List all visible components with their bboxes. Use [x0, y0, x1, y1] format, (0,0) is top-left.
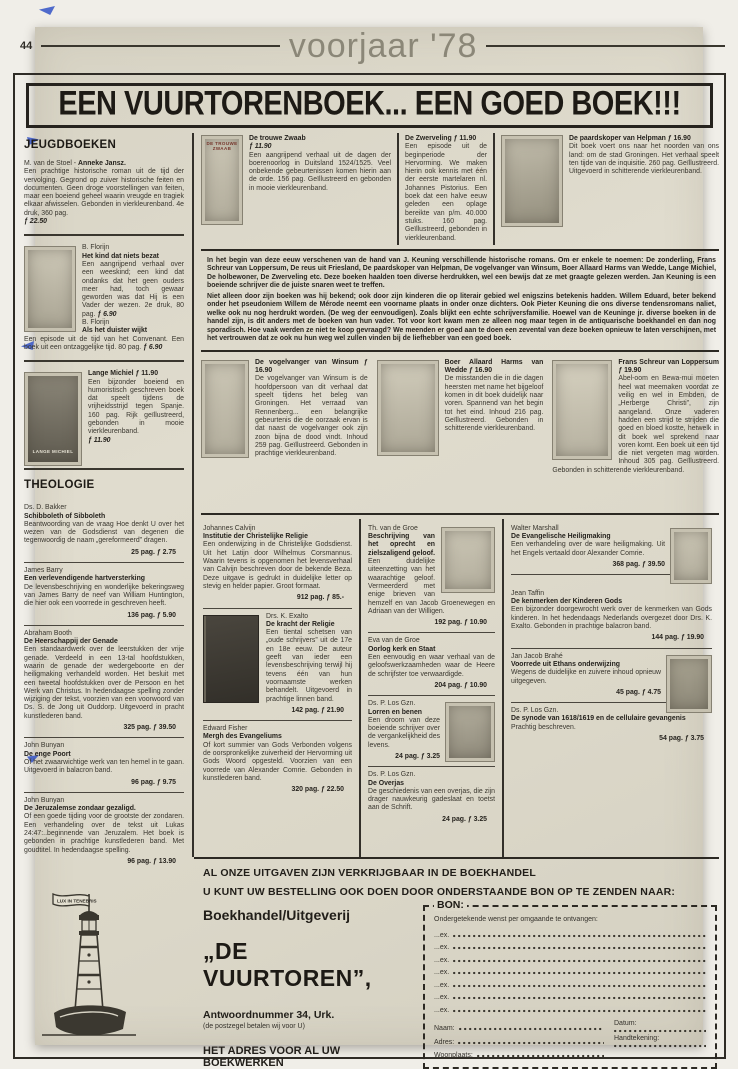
book-item-trouwe-zwaab — [201, 133, 399, 245]
theology-column-3 — [502, 519, 719, 857]
fill-in-line — [453, 958, 706, 964]
book-item-lange-michiel — [24, 370, 184, 454]
fill-in-line — [453, 995, 706, 1001]
quantity-label: ...ex. — [434, 931, 450, 939]
book-title: De Heerschappij der Genade — [24, 638, 118, 646]
order-instruction-line: U KUNT UW BESTELLING OOK DOEN DOOR ONDERSTAANDE BON OP TE ZENDEN NAAR: — [203, 886, 676, 898]
book-item — [368, 521, 495, 634]
availability-line: AL ONZE UITGAVEN ZIJN VERKRIJGBAAR IN DE BOEKHANDEL — [203, 867, 537, 879]
order-form — [423, 899, 717, 1069]
book-item — [203, 721, 352, 799]
book-item — [511, 649, 712, 703]
fill-in-line — [614, 1043, 706, 1049]
book-author: John Bunyan — [24, 742, 65, 750]
shop-tagline: HET ADRES VOOR AL UW BOEKWERKEN — [203, 1045, 341, 1069]
address-label: Adres: — [434, 1038, 455, 1046]
publisher-logo-area — [22, 857, 194, 1057]
book-item-florijn-group — [24, 244, 184, 352]
book-body: Een droom van deze boeiende schrijver over de vergankelijkheid des levens. — [368, 716, 441, 749]
section-title-theologie: THEOLOGIE — [24, 468, 184, 491]
fill-in-line — [453, 945, 706, 951]
order-form-intro: Ondergetekende wenst per omgaande te ontvangen: — [434, 916, 598, 923]
cover-title-text: DE TROUWE ZWAAB — [206, 141, 238, 151]
book-cover-trouwe-zwaab — [201, 135, 243, 225]
divider — [201, 513, 719, 515]
season-title: voorjaar '78 — [288, 26, 478, 66]
book-title: Anneke Jansz. — [78, 160, 126, 167]
book-item — [24, 563, 184, 626]
book-title: Mergh des Evangeliums — [203, 733, 282, 741]
fill-in-line — [477, 1053, 604, 1059]
shop-type: Boekhandel/Uitgeverij — [203, 907, 351, 923]
quantity-label: ...ex. — [434, 944, 450, 951]
book-author: Ds. P. Los Gzn. — [368, 771, 416, 779]
book-body: De levensbeschrijving en wonderlijke bekeringsweg van James Barry de neef van William Huntington, die hier ook een voorrede in geschreven heeft. — [24, 583, 184, 608]
book-title: Een verlevendigende hartversterking — [24, 575, 146, 583]
book-price: ƒ 22.50 — [24, 218, 47, 226]
book-body: Een bijzonder doorgewrocht werk over de kenmerken van Gods kinderen. In het hedendaags Nederlands overgezet door Drs. K. Exalto. Gebonden in prachtige balacron band. — [511, 606, 712, 631]
book-price: ƒ 6.90 — [97, 310, 117, 318]
book-title: Lange Michiel ƒ 11.90 — [88, 370, 159, 378]
book-title: De Jeruzalemse zondaar gezaligd. — [24, 805, 136, 813]
book-pages-price: 368 pag. ƒ 39.50 — [612, 561, 665, 569]
book-title: De enge Poort — [24, 750, 71, 758]
book-pages-price: 25 pag. ƒ 2.75 — [131, 548, 176, 556]
book-title: De trouwe Zwaab — [249, 135, 306, 142]
book-author: Ds. P. Los Gzn. — [368, 700, 416, 708]
theology-column-1 — [201, 519, 359, 857]
book-title: Het kind dat niets bezat — [82, 252, 159, 260]
quantity-label: ...ex. — [434, 981, 450, 989]
city-field — [434, 1046, 604, 1060]
logo-motto-text: LUX IN TENEBRIS — [57, 898, 97, 904]
book-title: Boer Allaard Harms van Wedde ƒ 16.90 — [444, 358, 544, 375]
order-quantity-row — [434, 1001, 706, 1014]
fill-in-line — [453, 970, 706, 976]
featured-books-row — [201, 133, 719, 245]
book-cover-exalto — [203, 615, 259, 703]
book-pages-price: 142 pag. ƒ 21.90 — [291, 706, 344, 714]
book-body: Of een goede tijding voor de grootste der zondaren. Een verhandeling over de tekst uit Lukas 24:47:..beginnende van Jeruzalem. Het boek is gebonden in prachtige kunstlederen band. Met goudtitel. In hedendaagse spelling. — [24, 813, 184, 854]
book-item — [24, 500, 184, 563]
book-pages-price: 24 pag. ƒ 3.25 — [395, 752, 440, 760]
quantity-label: ...ex. — [434, 994, 450, 1001]
book-cover-los — [445, 702, 495, 762]
book-body: Een verhandeling over de ware heiligmaking. Uit het Engels vertaald door Alexander Comrie. — [511, 541, 665, 557]
quantity-label: ...ex. — [434, 956, 450, 964]
book-body: Een aangrijpend verhaal uit de dagen der boerenoorlog in Duitsland 1524/1525. Veel onbekende gebeurtenissen komen hierin aan de orde. 156 pag. Geïllustreerd en gebonden in mooie vierkleurenband. — [249, 151, 391, 192]
book-author: Edward Fisher — [203, 725, 248, 733]
book-author: Jan Jacob Brahé — [511, 652, 563, 660]
theology-grid — [201, 519, 719, 857]
book-pages-price: 320 pag. ƒ 22.50 — [291, 786, 344, 794]
book-price: ƒ 11.90 — [88, 436, 111, 444]
divider — [24, 360, 184, 362]
book-cover-brahe — [666, 655, 712, 713]
book-author: Ds. D. Bakker — [24, 504, 67, 512]
book-title: Lorren en benen — [368, 708, 422, 716]
book-author: B. Florijn — [82, 244, 110, 252]
book-pages-price: 192 pag. ƒ 10.90 — [434, 619, 487, 627]
book-body: Een standaardwerk over de leerstukken der vrije genade. Verdeeld in een 13-tal hoofdstukken, waarin de genade der wedergeboorte en der heiligmaking verhandeld worden. Het besluit met een tweetal hoofdstukken over de Persoon en het Werk van Christus. In hedendaagse spelling zonder wijziging der tekst, voorzien van een voorwoord van Ds. S. de Jong uit Ouddorp. Uitgevoerd in pracht kunstlederen band. — [24, 646, 184, 720]
order-area — [194, 857, 719, 1069]
lighthouse-logo — [36, 889, 144, 1045]
quantity-label: ...ex. — [434, 969, 450, 976]
book-title: De kracht der Religie — [266, 620, 335, 628]
signature-label: Handtekening: — [614, 1034, 660, 1042]
name-field — [434, 1019, 604, 1033]
book-cover-frans-schreur — [552, 360, 612, 460]
book-title: De synode van 1618/1619 en de cellulaire gevangenis — [511, 715, 686, 723]
book-cover-marshall — [670, 528, 712, 584]
book-title: Beschrijving van het oprecht en zielszaligend geloof. — [368, 533, 436, 557]
book-body: Beantwoording van de vraag Hoe denkt U over het wezen van de Godsdienst van degenen die tegenwoordig de naam „gereformeerd” dragen. — [24, 520, 184, 545]
shop-name: „DE VUURTOREN”, — [203, 938, 372, 991]
page-header — [20, 26, 725, 66]
book-body: De geschiedenis van een overjas, die zijn drager nauwkeurig gadeslaat en toetst aan de Schrift. — [368, 787, 495, 812]
book-body: Een prachtige historische roman uit de tijd der vervolging. Gegrond op zuiver historische feiten en documenten. Geen droge voorstellingen van feiten, maar een boeiend geheel waarin vreugde en tragiek elkaar afwisselen. Gebonden in vierkleurenband. 4e druk, 360 pag. — [24, 168, 184, 217]
book-pages-price: 24 pag. ƒ 3.25 — [442, 815, 487, 823]
date-label: Datum: — [614, 1019, 637, 1027]
book-price: ƒ 11.90 — [249, 143, 272, 151]
book-item — [368, 767, 495, 829]
book-body: Een aangrijpend verhaal over een weeskind; een kind dat ondanks dat het geen ouders meer had, toch gewaar geworden was dat Hij is een Vader der wezen. 2e druk, 80 pag. — [82, 260, 184, 318]
book-title: De paardskoper van Helpman ƒ 16.90 — [569, 135, 691, 142]
book-item — [24, 738, 184, 792]
book-body: Prachtig beschreven. — [511, 723, 576, 731]
book-author: Eva van de Groe — [368, 637, 420, 645]
book-author: John Bunyan — [24, 796, 65, 804]
book-item-vogelvanger — [201, 359, 368, 509]
book-cover-florijn — [24, 246, 76, 332]
book-body: De vogelvanger van Winsum is de hoofdpersoon van dit verhaal dat speelt tijdens het beleg van Groningen. Het verraad van Rennenberg... een belangrijke gebeurtenis die de oorzaak ervan is dat naast de vogelvanger ook zijn zoon bijna de dood vindt. Inhoud 259 pag. Geïllustreerd. Gebonden in prachtige vierkleurenband. — [255, 375, 368, 458]
fill-in-line — [459, 1026, 604, 1032]
fill-in-line — [458, 1040, 604, 1046]
keuning-books-row — [201, 359, 719, 509]
book-title: Frans Schreur van Loppersum ƒ 19.90 — [618, 358, 720, 375]
left-column — [22, 133, 194, 865]
intro-paragraph-2: Niet alleen door zijn boeken was hij bekend; ook door zijn kinderen die op literair gebied wel enigszins betekenis hadden. Willem Eduard, beter bekend onder het pseudoniem Willem de Mérode neemt een voorname plaats in onder onze dichters. Ook Pieter Keuning die ons diverse tendensromans naliet, welke ook nu nog herdrukt worden. (De weg der eenvoudigen). Zoals blijkt een echte schrijversfamilie. Hoewel van de Keuninge jr. diverse boeken in de handel zijn, is dit anders met de boeken van hun vader. Tot voor kort kwam men ze alleen nog maar tegen in de antiquarische boekhandel en dan nog sporadisch. Hoe vaak werden ze niet te koop gevraagd? We meenden er goed aan te doen een zevental van deze boeken opnieuw te laten verschijnen, met het vertrouwen dat ze ook nu hun weg wel zullen vinden bij de liefhebber van een goed boek. — [207, 292, 716, 343]
fill-in-line — [453, 933, 706, 939]
book-cover-boer-allaard — [377, 360, 439, 456]
book-title: Institutie der Christelijke Religie — [203, 533, 308, 541]
book-pages-price: 54 pag. ƒ 3.75 — [659, 735, 704, 743]
book-title: Voorrede uit Ethans onderwijzing — [511, 660, 620, 668]
book-pages-price: 45 pag. ƒ 4.75 — [616, 688, 661, 696]
publisher-address-block — [203, 905, 415, 1069]
intro-paragraph-1: In het begin van deze eeuw verschenen van de hand van J. Keuning verschillende historische romans. Om er enkele te noemen: De zonderling, Frans Schreur van Loppersum, De reus uit Friesland, De paardskoper van Helpman, De vogelvanger van Winsum, Boer Allaard Harms van Wedde, Lange Michiel, De holbewoner, De Zwerveling etc. Deze boeken haalden toen diverse herdrukken, wel een bewijs dat ze met graagte gelezen werden. Jan Keuning is een boeiende schrijver die de juiste snaren weet te treffen. — [207, 256, 716, 290]
book-item — [203, 609, 352, 722]
main-frame — [13, 73, 726, 1069]
theology-column-2 — [359, 519, 502, 857]
fill-in-line — [453, 1008, 706, 1014]
book-author: James Barry — [24, 567, 63, 575]
book-item-paardskoper — [495, 133, 719, 245]
divider — [201, 249, 719, 251]
book-title: Als het duister wijkt — [82, 327, 148, 335]
shop-address: Antwoordnummer 34, Urk. — [203, 1009, 335, 1021]
order-form-label: BON: — [434, 899, 467, 911]
section-title-jeugdboeken: JEUGDBOEKEN — [24, 139, 117, 151]
postage-note: (de postzegel betalen wij voor U) — [203, 1023, 305, 1030]
book-cover-groe — [441, 527, 495, 593]
book-body: Abel-oom en Bewa-mui moeten heel wat meemaken voordat ze veilig en wel in Embden, de „Herberge Christi”, zijn aangeland. Onze vaderen hadden een strijd te strijden die goed en bloed kostte, hetwelk in dit boek wel sprekend naar voren komt. Een boek uit een tijd die niet vergeten mag worden. Inhoud 305 pag. Geïllustreerd. Gebonden in schitterende vierkleurenband. — [552, 375, 720, 474]
book-item-zwerveling — [399, 133, 495, 245]
book-cover-zwerveling-rider — [501, 135, 563, 227]
name-label: Naam: — [434, 1025, 455, 1032]
book-author: Johannes Calvijn — [203, 524, 256, 532]
keuning-introduction — [201, 254, 719, 346]
book-item — [511, 521, 712, 575]
book-title: Schibboleth of Sibboleth — [24, 512, 106, 520]
divider — [24, 234, 184, 236]
cover-title-text: LANGE MICHIEL — [32, 448, 74, 454]
book-item — [203, 521, 352, 609]
book-body: Een tiental schetsen van „oude schrijvers” uit de 17e en 18e eeuw. De auteur geeft van ieder een levensbeschrijving terwijl hij tevens één van hun voornaamste werken behandelt. Uitgevoerd in prachtige linnen band. — [266, 629, 352, 703]
divider — [201, 350, 719, 352]
book-pages-price: 912 pag. ƒ 85.- — [296, 594, 344, 602]
book-item — [24, 626, 184, 739]
book-item — [368, 633, 495, 696]
book-author: Walter Marshall — [511, 524, 559, 532]
book-body: Een episode uit de beginperiode der Hervorming. We maken hierin ook kennis met één der eerste martelaren nl. Johannes Pistorius. Een boek dat een halve eeuw geleden een oplage bereikte van p/m. 40.000 stuks. 160 pag. Geïllustreerd, gebonden in vierkleurenband. — [405, 143, 487, 242]
book-author: Ds. P. Los Gzn. — [511, 707, 559, 715]
book-body: Een bijzonder boeiend en humoristisch geschreven boek dat speelt tijdens de vrijheidsstrijd tegen Spanje. 160 pag. Rijk geïllustreerd, gebonden in mooie vierkleurenband. — [88, 378, 184, 436]
header-rule-left — [41, 45, 280, 48]
city-label: Woonplaats: — [434, 1052, 473, 1059]
blue-pen-mark — [39, 6, 55, 15]
book-cover-lange-michiel — [24, 372, 82, 466]
book-item-boer-allaard — [377, 359, 544, 509]
order-quantity-row — [434, 989, 706, 1002]
order-quantity-row — [434, 976, 706, 989]
book-title: Oorlog kerk en Staat — [368, 645, 436, 653]
page-number: 44 — [20, 40, 33, 52]
book-body: De misstanden die in die dagen heersten met name het bijgeloof komen in dit boek duidelijk naar voren. Spannend van het begin tot het eind. Inhoud 216 pag. Geïllustreerd. Gebonden in schitterende vierkleurenband. — [444, 375, 544, 433]
book-body: Of kort summier van Gods Verbonden volgens de oorspronkelijke zuiverheid der Hervorming uit Gods Woord opgesteld. Voorzien van een voorrede van Alexander Comrie. Gebonden in kunstlederen band. — [203, 741, 352, 782]
book-body: Een onderwijzing in de Christelijke Godsdienst. Uit het Latijn door Wilhelmus Corsmannus. Waarin tevens is opgenomen het levensverhaal van Calvijn beschreven door de bekende Beza. Deze uitgave is gedrukt in duidelijke letter op stevig en helder papier. Groot formaat. — [203, 541, 352, 590]
right-area — [194, 133, 719, 857]
book-body: Een duidelijke uiteenzetting van het waarachtige geloof. Vermeerderd met enige brieven van hemzelf en van Jacob Groenewegen en Adriaan van der Willigen. — [368, 558, 495, 615]
book-pages-price: 144 pag. ƒ 19.90 — [651, 634, 704, 642]
book-item — [368, 696, 495, 767]
book-body: Een eenvoudig en waar verhaal van de geloofswerkzaamheden waar de Heere de schrijfster toe verwaardigde. — [368, 654, 495, 678]
book-body: Een episode uit de tijd van het Convenant. Een boek uit een ontzaggelijke tijd. 80 pag. — [24, 335, 184, 351]
book-cover-vogelvanger — [201, 360, 249, 458]
quantity-label: ...ex. — [434, 1006, 450, 1014]
book-body: Of het zwaarwichtige werk van ten hemel in te gaan. Uitgevoerd in balacron band. — [24, 758, 184, 775]
book-author: Th. van de Groe — [368, 524, 418, 532]
order-quantity-row — [434, 951, 706, 964]
book-title: De Evangelische Heiligmaking — [511, 533, 611, 541]
book-item-anneke-jansz — [24, 160, 184, 226]
address-field — [434, 1032, 604, 1046]
book-title: De Zwerveling ƒ 11.90 — [405, 135, 477, 142]
book-body: Wegens de duidelijke en zuivere inhoud opnieuw uitgegeven. — [511, 669, 661, 685]
order-quantity-row — [434, 926, 706, 939]
book-author: Jean Taffin — [511, 589, 545, 597]
header-rule-right — [486, 45, 725, 48]
footer-section — [15, 857, 724, 1069]
book-title: De Overjas — [368, 779, 405, 787]
book-price: ƒ 6.90 — [143, 343, 163, 351]
order-quantity-row — [434, 939, 706, 952]
book-author: M. van de Stoel - — [24, 160, 77, 167]
book-author: Abraham Booth — [24, 629, 72, 637]
headline-text: EEN VUURTORENBOEK... EEN GOED BOEK!!! — [58, 85, 681, 123]
book-author: Drs. K. Exalto — [266, 612, 309, 620]
book-item-frans-schreur — [552, 359, 719, 509]
book-pages-price: 96 pag. ƒ 9.75 — [131, 778, 176, 786]
headline-banner — [26, 83, 713, 128]
fill-in-line — [614, 1028, 706, 1034]
book-author: B. Florijn — [82, 319, 110, 327]
book-title: De kenmerken der Kinderen Gods — [511, 598, 623, 606]
fill-in-line — [453, 983, 706, 989]
order-quantity-row — [434, 964, 706, 977]
book-item — [511, 586, 712, 649]
book-body: Dit boek voert ons naar het noorden van ons land: om de stad Groningen. Het verhaal speelt ten tijde van de inquisitie. 260 pag. Geïllustreerd. Uitgevoerd in schitterende vierkleurenband. — [569, 143, 719, 176]
book-pages-price: 96 pag. ƒ 13.90 — [127, 857, 176, 865]
book-title: De vogelvanger van Winsum ƒ 16.90 — [255, 358, 368, 375]
book-pages-price: 136 pag. ƒ 5.90 — [127, 611, 176, 619]
book-pages-price: 325 pag. ƒ 39.50 — [123, 724, 176, 732]
book-pages-price: 204 pag. ƒ 10.90 — [434, 681, 487, 689]
